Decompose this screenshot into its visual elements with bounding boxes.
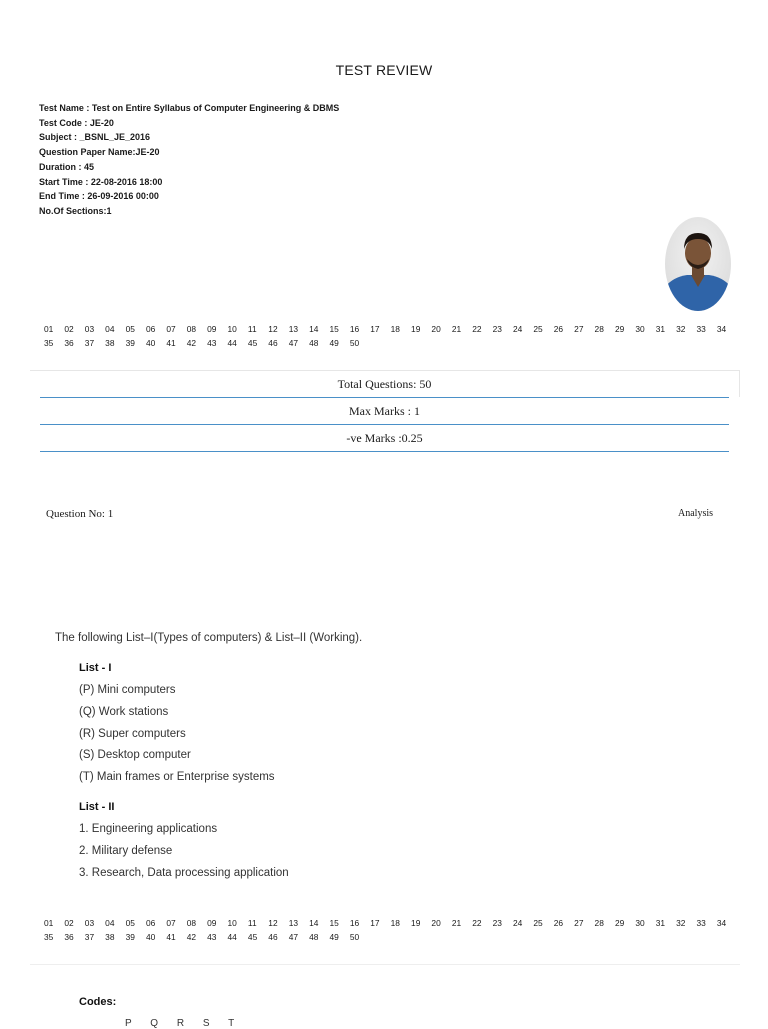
question-nav-link[interactable]: 40	[145, 932, 156, 942]
codes-header: P Q R S T	[125, 1018, 235, 1029]
question-nav-link[interactable]: 20	[431, 324, 441, 334]
question-nav-link[interactable]: 19	[411, 324, 421, 334]
question-nav-link[interactable]: 04	[105, 918, 115, 928]
question-nav-link[interactable]: 07	[166, 918, 176, 928]
question-nav-link[interactable]: 16	[349, 918, 360, 928]
question-nav-link[interactable]: 26	[553, 324, 564, 334]
question-nav-link[interactable]: 03	[84, 918, 95, 928]
question-nav-link[interactable]: 22	[472, 324, 482, 334]
question-nav-link[interactable]: 38	[105, 338, 115, 348]
question-nav-link[interactable]: 45	[247, 338, 258, 348]
question-nav-link[interactable]: 29	[614, 324, 625, 334]
total-questions: Total Questions: 50	[40, 371, 729, 398]
question-nav-link[interactable]: 46	[268, 932, 278, 942]
list-one	[79, 662, 362, 884]
max-marks: Max Marks : 1	[40, 398, 729, 425]
question-nav-link[interactable]: 43	[207, 338, 217, 348]
list-item: 2. Military defense	[79, 844, 173, 857]
list-item: (Q) Work stations	[79, 705, 169, 718]
avatar	[665, 217, 731, 311]
analysis-link[interactable]: Analysis	[678, 508, 713, 519]
question-nav-link[interactable]: 34	[716, 324, 727, 334]
list-one-title: List - I	[79, 662, 112, 674]
summary-table	[40, 371, 729, 452]
question-nav-link[interactable]: 27	[574, 918, 584, 928]
question-nav-link[interactable]: 10	[227, 918, 237, 928]
question-nav-link[interactable]: 04	[105, 324, 115, 334]
question-nav-link[interactable]: 18	[390, 918, 400, 928]
start-time: Start Time : 22-08-2016 18:00	[39, 176, 163, 187]
question-nav-link[interactable]: 24	[512, 918, 523, 928]
question-nav-link[interactable]: 28	[594, 324, 604, 334]
list-item: (R) Super computers	[79, 727, 186, 740]
question-nav-link[interactable]: 25	[533, 918, 543, 928]
question-nav-link[interactable]: 20	[431, 918, 441, 928]
question-nav-link[interactable]: 29	[614, 918, 625, 928]
question-nav-link[interactable]: 49	[329, 932, 339, 942]
question-nav-link[interactable]: 17	[370, 918, 380, 928]
list-item: (T) Main frames or Enterprise systems	[79, 771, 275, 784]
question-nav-link[interactable]: 12	[268, 324, 278, 334]
question-nav-link[interactable]: 21	[451, 918, 462, 928]
question-nav-link[interactable]: 01	[44, 918, 54, 928]
divider	[30, 964, 740, 965]
test-code: Test Code : JE-20	[39, 117, 114, 128]
question-nav-link[interactable]: 48	[309, 932, 319, 942]
codes-title: Codes:	[79, 996, 117, 1008]
test-meta	[39, 101, 339, 219]
question-nav-link[interactable]: 37	[84, 932, 95, 942]
question-nav-link[interactable]: 02	[64, 324, 74, 334]
question-nav-link[interactable]: 46	[268, 338, 278, 348]
test-subject: Subject : _BSNL_JE_2016	[39, 132, 151, 143]
question-nav-link[interactable]: 45	[247, 932, 258, 942]
question-nav-link[interactable]: 32	[676, 918, 686, 928]
question-nav-top	[44, 322, 737, 350]
test-name: Test Name : Test on Entire Syllabus of Computer Engineering & DBMS	[39, 103, 340, 113]
question-nav-link[interactable]: 42	[186, 338, 197, 348]
question-nav-row	[44, 322, 737, 336]
question-nav-link[interactable]: 39	[125, 932, 135, 942]
question-nav-link[interactable]: 34	[716, 918, 727, 928]
question-nav-link[interactable]: 21	[451, 324, 462, 334]
question-nav-link[interactable]: 22	[472, 918, 482, 928]
question-nav-row	[44, 336, 737, 350]
question-nav-link[interactable]: 30	[635, 324, 645, 334]
question-nav-link[interactable]: 24	[512, 324, 523, 334]
question-nav-link[interactable]: 18	[390, 324, 400, 334]
question-nav-link[interactable]: 39	[125, 338, 135, 348]
question-nav-link[interactable]: 01	[44, 324, 54, 334]
question-nav-link[interactable]: 13	[288, 918, 299, 928]
question-nav-link[interactable]: 05	[125, 918, 135, 928]
question-nav-link[interactable]: 15	[329, 918, 339, 928]
question-nav-link[interactable]: 28	[594, 918, 604, 928]
question-nav-link[interactable]: 14	[309, 918, 319, 928]
test-duration: Duration : 45	[39, 161, 95, 172]
list-item: 1. Engineering applications	[79, 822, 218, 835]
question-intro: The following List–I(Types of computers) & List–II (Working).	[55, 632, 363, 644]
question-nav-link[interactable]: 11	[247, 324, 257, 334]
question-nav-link[interactable]: 17	[370, 324, 380, 334]
question-number: Question No: 1	[46, 508, 114, 520]
question-nav-link[interactable]: 26	[553, 918, 564, 928]
question-nav-link[interactable]: 25	[533, 324, 543, 334]
question-nav-link[interactable]: 19	[411, 918, 421, 928]
list-item: (S) Desktop computer	[79, 749, 191, 762]
question-nav-link[interactable]: 47	[288, 932, 299, 942]
question-nav-link[interactable]: 30	[635, 918, 645, 928]
question-nav-link[interactable]: 47	[288, 338, 299, 348]
section-count: No.Of Sections:1	[39, 205, 112, 216]
question-nav-link[interactable]: 13	[288, 324, 299, 334]
question-nav-link[interactable]: 50	[349, 932, 360, 942]
question-nav-link[interactable]: 27	[574, 324, 584, 334]
question-nav-link[interactable]: 31	[655, 324, 666, 334]
question-nav-link[interactable]: 08	[186, 918, 197, 928]
question-nav-link[interactable]: 50	[349, 338, 360, 348]
question-nav-link[interactable]: 44	[227, 338, 237, 348]
question-nav-link[interactable]: 16	[349, 324, 360, 334]
question-nav-link[interactable]: 23	[492, 918, 502, 928]
end-time: End Time : 26-09-2016 00:00	[39, 191, 159, 202]
page-title: TEST REVIEW	[335, 62, 433, 78]
question-nav-link[interactable]: 12	[268, 918, 278, 928]
list-item: (P) Mini computers	[79, 684, 176, 696]
question-nav-link[interactable]: 31	[655, 918, 666, 928]
question-nav-link[interactable]: 08	[186, 324, 197, 334]
divider	[739, 371, 740, 397]
question-nav-link[interactable]: 41	[166, 338, 176, 348]
question-nav-bottom	[44, 916, 737, 944]
list-two-title: List - II	[79, 800, 115, 813]
question-nav-row	[44, 930, 737, 944]
question-nav-row	[44, 916, 737, 930]
question-nav-link[interactable]: 09	[207, 324, 217, 334]
question-nav-link[interactable]: 48	[309, 338, 319, 348]
question-nav-link[interactable]: 03	[84, 324, 95, 334]
question-nav-link[interactable]: 23	[492, 324, 502, 334]
question-nav-link[interactable]: 43	[207, 932, 217, 942]
question-nav-link[interactable]: 40	[145, 338, 156, 348]
question-nav-link[interactable]: 14	[309, 324, 319, 334]
question-nav-link[interactable]: 35	[44, 932, 54, 942]
question-nav-link[interactable]: 32	[676, 324, 686, 334]
question-nav-link[interactable]: 15	[329, 324, 339, 334]
question-nav-link[interactable]: 33	[696, 918, 706, 928]
question-nav-link[interactable]: 38	[105, 932, 115, 942]
question-nav-link[interactable]: 36	[64, 338, 74, 348]
question-body	[55, 632, 362, 884]
question-nav-link[interactable]: 37	[84, 338, 95, 348]
question-nav-link[interactable]: 35	[44, 338, 54, 348]
question-nav-link[interactable]: 44	[227, 932, 237, 942]
question-nav-link[interactable]: 06	[145, 324, 156, 334]
negative-marks: -ve Marks :0.25	[40, 425, 729, 452]
question-paper-name: Question Paper Name:JE-20	[39, 147, 160, 158]
question-nav-link[interactable]: 09	[207, 918, 217, 928]
question-nav-link[interactable]: 07	[166, 324, 176, 334]
question-nav-link[interactable]: 33	[696, 324, 706, 334]
question-nav-link[interactable]: 42	[186, 932, 197, 942]
user-photo-icon	[665, 217, 731, 311]
question-nav-link[interactable]: 05	[125, 324, 135, 334]
list-item: 3. Research, Data processing application	[79, 866, 289, 879]
question-nav-link[interactable]: 10	[227, 324, 237, 334]
question-nav-link[interactable]: 49	[329, 338, 339, 348]
question-nav-link[interactable]: 36	[64, 932, 74, 942]
question-nav-link[interactable]: 41	[166, 932, 176, 942]
question-nav-link[interactable]: 11	[247, 918, 257, 928]
question-nav-link[interactable]: 02	[64, 918, 74, 928]
question-header	[46, 508, 713, 520]
question-nav-link[interactable]: 06	[145, 918, 156, 928]
